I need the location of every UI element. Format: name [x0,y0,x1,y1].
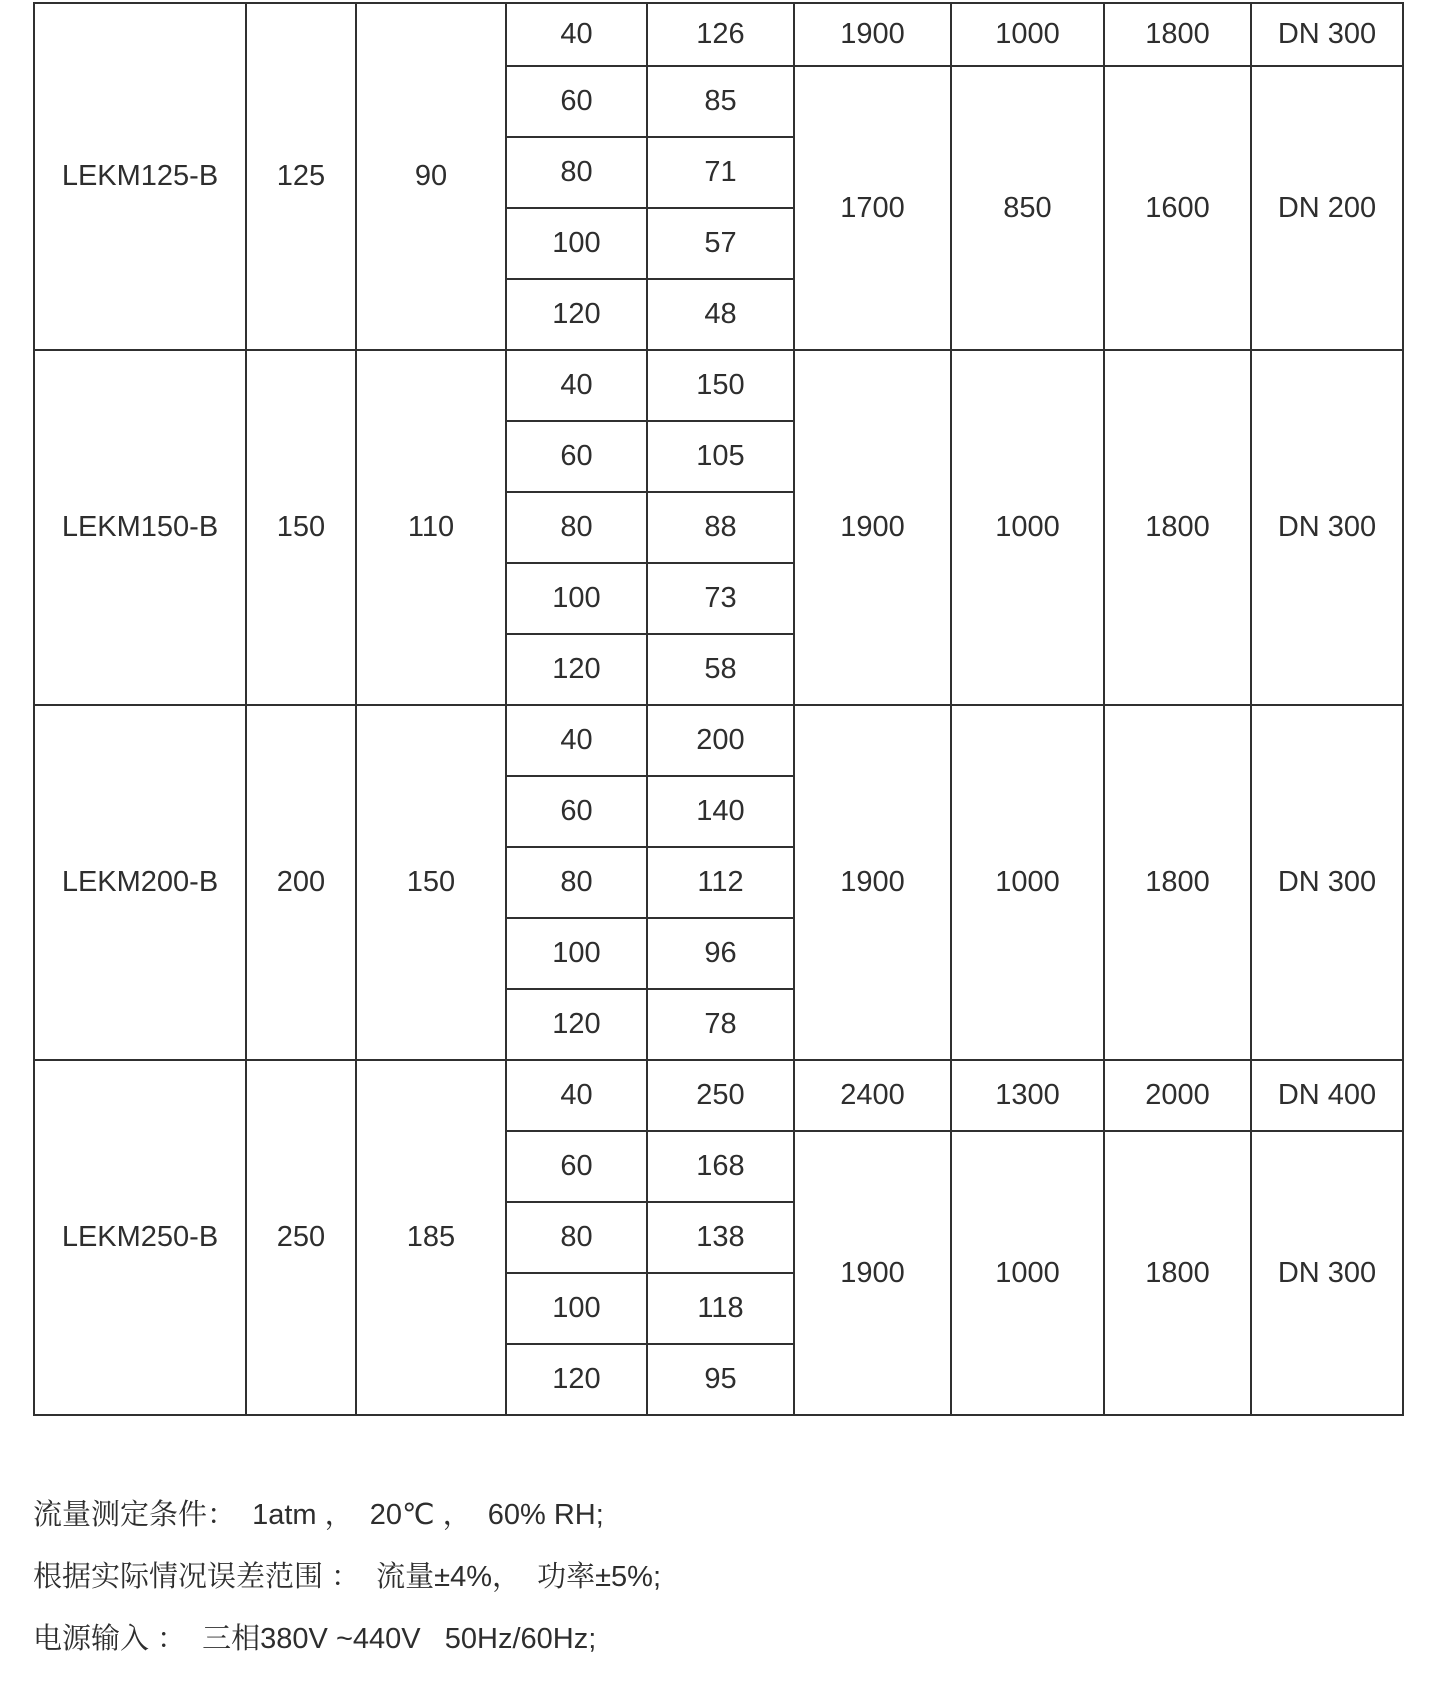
cell-nozzle: DN 300 [1251,705,1403,1060]
cell-model: LEKM250-B [34,1060,246,1415]
table-row [34,3,1403,66]
cell-pressure: 100 [506,918,647,989]
cell-pressure: 120 [506,989,647,1060]
table-row [34,705,1403,776]
note-tolerance-range: 根据实际情况误差范围 ： 流量±4%， 功率±5%; [33,1561,662,1593]
cell-model: LEKM200-B [34,705,246,1060]
cell-nozzle: DN 300 [1251,3,1403,66]
cell-pressure: 100 [506,563,647,634]
cell-value: 95 [647,1344,794,1415]
cell-pressure: 80 [506,492,647,563]
cell-nozzle: DN 300 [1251,350,1403,705]
cell-value: 88 [647,492,794,563]
cell-model: LEKM150-B [34,350,246,705]
cell-pressure: 60 [506,776,647,847]
cell-param-b: 90 [356,3,506,350]
cell-value: 78 [647,989,794,1060]
cell-pressure: 40 [506,1060,647,1131]
cell-nozzle: DN 300 [1251,1131,1403,1415]
cell-width: 1000 [951,350,1104,705]
cell-pressure: 40 [506,705,647,776]
cell-pressure: 80 [506,1202,647,1273]
cell-pressure: 100 [506,1273,647,1344]
cell-value: 112 [647,847,794,918]
cell-height: 2000 [1104,1060,1251,1131]
cell-height: 1800 [1104,705,1251,1060]
cell-value: 118 [647,1273,794,1344]
spec-table-body [34,3,1403,1415]
cell-param-b: 185 [356,1060,506,1415]
cell-width: 1000 [951,3,1104,66]
cell-height: 1600 [1104,66,1251,350]
cell-pressure: 60 [506,66,647,137]
cell-value: 48 [647,279,794,350]
cell-height: 1800 [1104,350,1251,705]
cell-model: LEKM125-B [34,3,246,350]
cell-pressure: 80 [506,137,647,208]
cell-value: 150 [647,350,794,421]
cell-value: 138 [647,1202,794,1273]
cell-length: 1900 [794,1131,951,1415]
cell-length: 2400 [794,1060,951,1131]
cell-param-a: 200 [246,705,356,1060]
cell-value: 57 [647,208,794,279]
cell-width: 850 [951,66,1104,350]
notes-block [33,1484,661,1670]
cell-value: 168 [647,1131,794,1202]
cell-pressure: 100 [506,208,647,279]
cell-width: 1000 [951,705,1104,1060]
cell-width: 1300 [951,1060,1104,1131]
cell-value: 105 [647,421,794,492]
cell-param-a: 150 [246,350,356,705]
cell-value: 250 [647,1060,794,1131]
cell-height: 1800 [1104,1131,1251,1415]
cell-value: 73 [647,563,794,634]
cell-length: 1700 [794,66,951,350]
cell-pressure: 40 [506,350,647,421]
cell-param-a: 250 [246,1060,356,1415]
cell-nozzle: DN 200 [1251,66,1403,350]
cell-value: 96 [647,918,794,989]
cell-value: 140 [647,776,794,847]
cell-value: 200 [647,705,794,776]
cell-height: 1800 [1104,3,1251,66]
cell-value: 71 [647,137,794,208]
cell-length: 1900 [794,705,951,1060]
note-flow-test-conditions: 流量测定条件： 1atm ， 20℃ ， 60% RH; [33,1499,604,1531]
cell-pressure: 120 [506,279,647,350]
cell-nozzle: DN 400 [1251,1060,1403,1131]
cell-pressure: 60 [506,1131,647,1202]
cell-value: 126 [647,3,794,66]
cell-param-a: 125 [246,3,356,350]
table-row [34,350,1403,421]
cell-pressure: 120 [506,1344,647,1415]
cell-value: 58 [647,634,794,705]
spec-table [33,2,1404,1416]
cell-pressure: 40 [506,3,647,66]
cell-value: 85 [647,66,794,137]
cell-pressure: 80 [506,847,647,918]
table-row [34,1060,1403,1131]
cell-pressure: 60 [506,421,647,492]
cell-param-b: 150 [356,705,506,1060]
cell-length: 1900 [794,350,951,705]
note-power-input: 电源输入 ： 三相380V ~440V 50Hz/60Hz; [33,1623,597,1655]
cell-width: 1000 [951,1131,1104,1415]
cell-param-b: 110 [356,350,506,705]
cell-pressure: 120 [506,634,647,705]
cell-length: 1900 [794,3,951,66]
